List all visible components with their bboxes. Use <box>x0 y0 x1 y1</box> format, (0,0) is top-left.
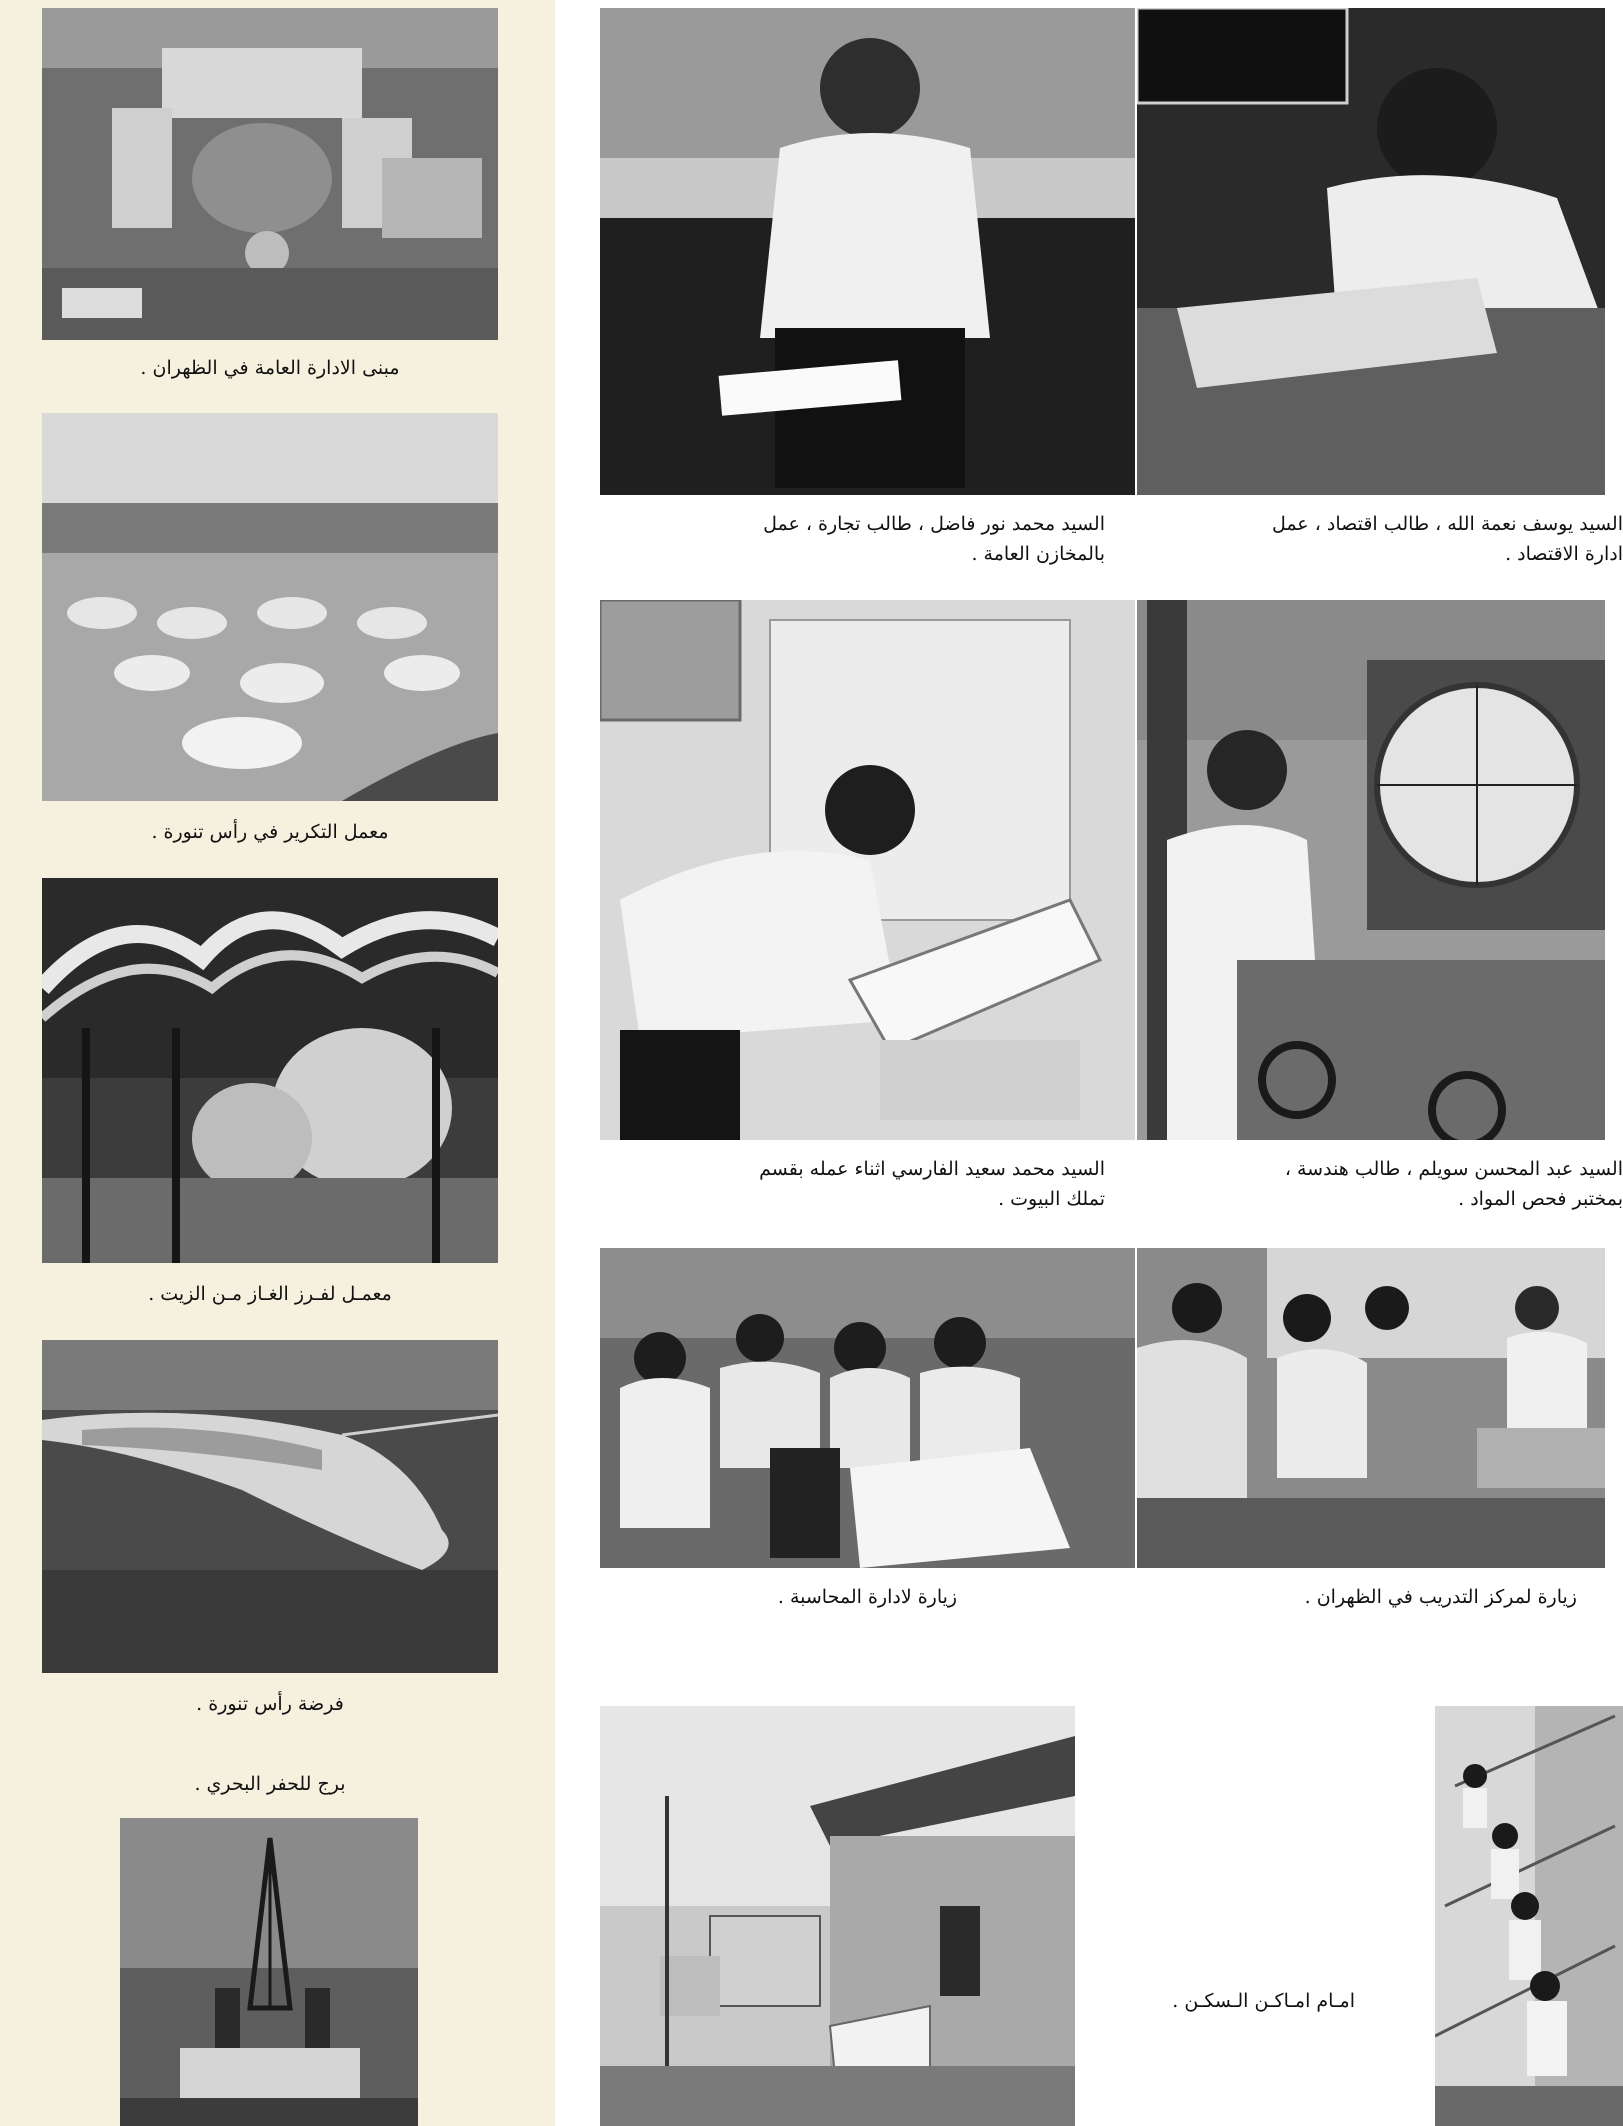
aerial-coast-photo-icon <box>42 1340 498 1673</box>
man-drafting-photo-icon <box>600 600 1135 1140</box>
caption-admin-building: مبنى الادارة العامة في الظهران . <box>140 357 400 379</box>
caption-gas-plant: معمـل لفـرز الغـاز مـن الزيت . <box>148 1283 392 1305</box>
caption-refinery: معمل التكرير في رأس تنورة . <box>151 821 389 843</box>
caption-warehouse-line1: السيد محمد نور فاضل ، طالب تجارة ، عمل <box>763 513 1105 535</box>
caption-economics-line1: السيد يوسف نعمة الله ، طالب اقتصاد ، عمل <box>1271 513 1623 535</box>
caption-lab-line2: بمختبر فحص المواد . <box>1458 1188 1623 1210</box>
caption-drafting-line2: تملك البيوت . <box>998 1188 1105 1210</box>
houses-photo-icon <box>600 1706 1075 2126</box>
classroom-photo-icon <box>1137 1248 1605 1568</box>
gas-oil-separator-photo-icon <box>42 878 498 1263</box>
refinery-tanks-photo-icon <box>42 413 498 801</box>
drilling-rig-photo-icon <box>120 1818 418 2126</box>
caption-housing: امـام امـاكـن الـسكـن . <box>1172 1990 1355 2012</box>
caption-lab-line1: السيد عبد المحسن سويلم ، طالب هندسة ، <box>1284 1158 1623 1180</box>
group-visit-photo-icon <box>600 1248 1135 1568</box>
caption-warehouse-line2: بالمخازن العامة . <box>971 543 1105 565</box>
man-at-machine-photo-icon <box>1137 600 1605 1140</box>
aerial-building-photo-icon <box>42 8 498 340</box>
caption-accounting: زيارة لادارة المحاسبة . <box>777 1586 958 1608</box>
caption-economics-line2: ادارة الاقتصاد . <box>1505 543 1623 565</box>
stairs-group-photo-icon <box>1435 1706 1623 2126</box>
caption-offshore-rig: برج للحفر البحري . <box>194 1773 346 1795</box>
caption-drafting-line1: السيد محمد سعيد الفارسي اثناء عمله بقسم <box>759 1158 1105 1180</box>
man-at-desk-photo-icon <box>1137 8 1605 495</box>
caption-pier: فرضة رأس تنورة . <box>196 1693 344 1715</box>
man-reading-photo-icon <box>600 8 1135 495</box>
caption-training: زيارة لمركز التدريب في الظهران . <box>1304 1586 1577 1608</box>
